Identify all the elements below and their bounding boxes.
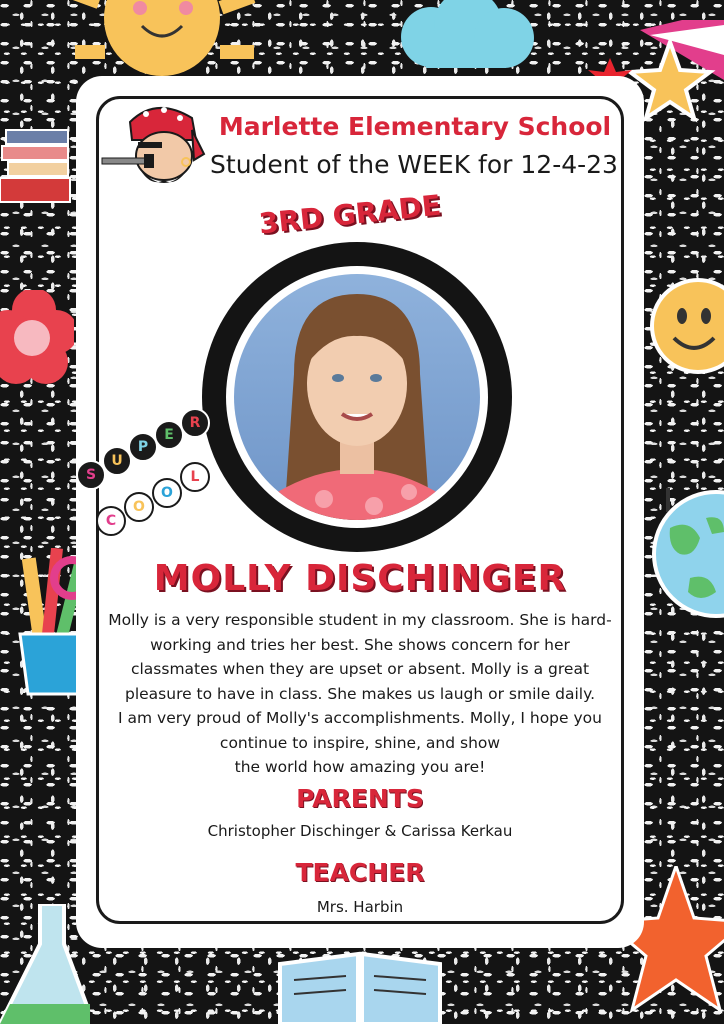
- cool-bead: O: [124, 492, 154, 522]
- student-name: MOLLY DISCHINGER: [153, 558, 567, 599]
- description-line: continue to inspire, shine, and show: [219, 733, 501, 752]
- sun-sticker-icon: [70, 0, 260, 80]
- student-description: [100, 608, 620, 780]
- description-line: working and tries her best. She shows concern for her: [150, 635, 570, 654]
- super-bead: E: [154, 420, 184, 450]
- student-photo: [234, 274, 480, 520]
- grade-label: 3RD GRADE: [257, 188, 443, 241]
- super-bead: R: [180, 408, 210, 438]
- books-sticker-icon: [0, 126, 74, 206]
- teacher-name: Mrs. Harbin: [316, 898, 404, 916]
- cool-bead: O: [152, 478, 182, 508]
- cool-bead: C: [96, 506, 126, 536]
- school-name: Marlette Elementary School: [218, 112, 612, 141]
- page-title: Student of the WEEK for 12-4-23: [210, 150, 618, 179]
- super-bead: P: [128, 432, 158, 462]
- description-line: pleasure to have in class. She makes us laugh or smile daily.: [124, 684, 595, 703]
- parents-names: Christopher Dischinger & Carissa Kerkau: [207, 822, 513, 840]
- globe-sticker-icon: [650, 488, 724, 622]
- super-bead: U: [102, 446, 132, 476]
- open-book-sticker-icon: [270, 944, 450, 1024]
- description-line: the world how amazing you are!: [234, 758, 486, 776]
- pirate-mascot-icon: [100, 100, 206, 200]
- description-line: I am very proud of Molly's accomplishments. Molly, I hope you: [118, 709, 602, 727]
- smiley-sticker-icon: [648, 274, 724, 378]
- cloud-sticker-icon: [396, 0, 536, 74]
- description-line: classmates when they are upset or absent. Molly is a great: [130, 660, 590, 678]
- parents-heading: PARENTS: [296, 784, 424, 813]
- cool-bead: L: [180, 462, 210, 492]
- teacher-heading: TEACHER: [295, 858, 425, 887]
- description-line: Molly is a very responsible student in my classroom. She is hard-: [108, 611, 612, 629]
- flower-sticker-icon: [0, 290, 74, 390]
- super-bead: S: [76, 460, 106, 490]
